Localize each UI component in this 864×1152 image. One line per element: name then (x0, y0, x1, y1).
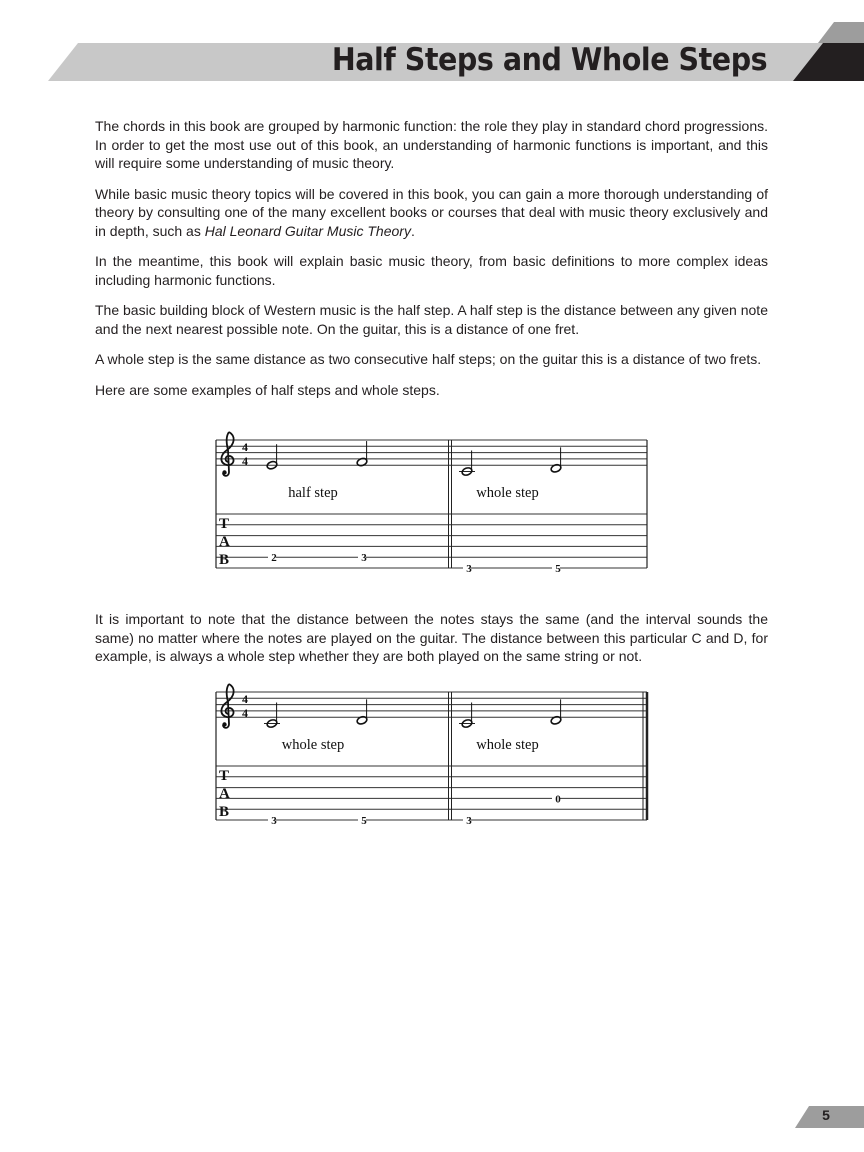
tab-letter: T (219, 516, 230, 532)
paragraph: In the meantime, this book will explain basic music theory, from basic definitions to more complex ideas including harmonic functions. (95, 253, 768, 288)
body-text-section-1 (95, 117, 768, 420)
fret-number: 3 (466, 815, 472, 827)
interval-label: whole step (476, 485, 539, 501)
book-title: Hal Leonard Guitar Music Theory (204, 222, 411, 239)
fret-number: 2 (271, 552, 277, 565)
interval-label: half step (288, 485, 338, 501)
fret-number: 3 (466, 563, 472, 575)
fret-number: 5 (361, 815, 367, 827)
header-accent-light (818, 22, 864, 43)
fret-number: 0 (555, 793, 561, 806)
body-text-section-2 (95, 610, 768, 672)
paragraph: Here are some examples of half steps and whole steps. (95, 381, 440, 398)
time-signature-bottom: 4 (242, 706, 248, 720)
treble-clef-icon (221, 684, 233, 728)
tab-letter: B (219, 552, 230, 568)
time-signature-top: 4 (242, 440, 248, 454)
treble-clef-icon-dot (222, 470, 226, 474)
interval-label: whole step (281, 737, 345, 753)
music-example-2 (0, 672, 864, 842)
paragraph: The basic building block of Western music is the half step. A half step is the distance between any given note and the next nearest possible note. On the guitar, this is a distance of one fret. (95, 302, 768, 337)
fret-number: 3 (361, 552, 367, 565)
tab-letter: T (219, 768, 230, 784)
page-title: Half Steps and Whole Steps (331, 42, 767, 78)
music-example-1 (0, 420, 864, 590)
fret-number: 3 (271, 815, 277, 827)
page-number: 5 (822, 1107, 830, 1123)
time-signature-bottom: 4 (242, 454, 248, 468)
tab-letter: A (219, 534, 230, 550)
tab-letter: A (219, 786, 230, 802)
paragraph: It is important to note that the distance between the notes stays the same (and the interval sounds the same) no matter where the notes are played on the guitar. The distance between this particular C and D, for example, is always a whole step whether they are both played on the same string or not. (95, 611, 768, 664)
paragraph: While basic music theory topics will be covered in this book, you can gain a more thorough understanding of theory by consulting one of the many excellent books or courses that deal with music theory exclusively and in depth, such as Hal Leonard Guitar Music Theory. (95, 185, 768, 239)
page-content (95, 117, 768, 842)
fret-number: 5 (555, 563, 561, 575)
treble-clef-icon (221, 432, 233, 476)
treble-clef-icon-dot (222, 722, 226, 726)
tab-letter: B (219, 804, 230, 820)
time-signature-top: 4 (242, 692, 248, 706)
paragraph: A whole step is the same distance as two consecutive half steps; on the guitar this is a distance of two frets. (95, 351, 762, 367)
interval-label: whole step (476, 737, 539, 753)
paragraph: The chords in this book are grouped by harmonic function: the role they play in standard chord progressions. In order to get the most use out of this book, an understanding of harmonic functions is important, and this will require some understanding of music theory. (95, 118, 768, 171)
